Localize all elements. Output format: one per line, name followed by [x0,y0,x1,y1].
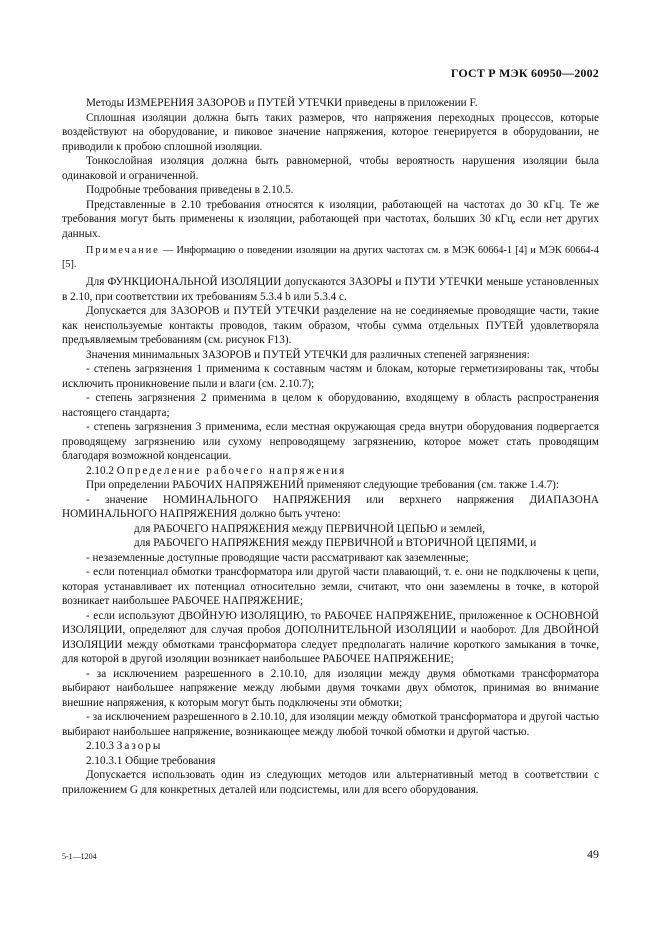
paragraph: Сплошная изоляции должна быть таких размеров, что напряжения переходных процессов, которые воздействуют на оборудование, и пиковое значение напряжения, которое генерируется в оборудовании, не приводили к пробою сплошной изоляции. [62,111,599,153]
paragraph: Тонкослойная изоляция должна быть равномерной, чтобы вероятность нарушения изоляции была одинаковой и ограниченной. [62,155,599,182]
sub-item: для РАБОЧЕГО НАПРЯЖЕНИЯ между ПЕРВИЧНОЙ ЦЕПЬЮ и землей, [134,522,486,535]
sub-item: для РАБОЧЕГО НАПРЯЖЕНИЯ между ПЕРВИЧНОЙ и ВТОРИЧНОЙ ЦЕПЯМИ, и [134,537,537,549]
note-text: — Информацию о поведении изоляции на других частотах см. в МЭК 60664-1 [4] и МЭК 60664-4 [5]. [62,245,599,270]
section-number: 2.10.2 [86,464,114,477]
section-heading [62,464,599,479]
paragraph: Допускается для ЗАЗОРОВ и ПУТЕЙ УТЕЧКИ разделение на не соединяемые проводящие части, такие как неиспользуемые контакты проводов, таким образом, чтобы сумма отдельных ПУТЕЙ удовлетворяла предъявляемым требованиям (см. рисунок F13). [62,305,599,346]
page-body [62,96,599,797]
list-item: - если используют ДВОЙНУЮ ИЗОЛЯЦИЮ, то РАБОЧЕЕ НАПРЯЖЕНИЕ, приложенное к ОСНОВНОЙ ИЗОЛЯЦИИ, определяют для случая пробоя ДОПОЛНИТЕЛЬНОЙ ИЗОЛЯЦИИ и наоборот. Для ДВОЙНОЙ ИЗОЛЯЦИИ между обмотками трансформатора следует предполагать наличие короткого замыкания в точке, для которой в другой изоляции возникает наибольшее РАБОЧЕЕ НАПРЯЖЕНИЕ; [62,609,599,665]
subsection-heading: 2.10.3.1 Общие требования [86,754,216,767]
print-code: 5-1—1204 [62,852,97,861]
list-item: - степень загрязнения 2 применима в целом к оборудованию, входящему в область распространения настоящего стандарта; [62,392,599,419]
list-item: - степень загрязнения 3 применима, если местная окружающая среда внутри оборудования подвергается проводящему загрязнению или сухому непроводящему загрязнению, которое может стать проводящим благодаря возможной конденсации. [62,421,599,462]
paragraph: Представленные в 2.10 требования относятся к изоляции, работающей на частотах до 30 кГц. Те же требования могут быть применены к изоляции, работающей при частотах, больших 30 кГц, если нет других данных. [62,198,599,240]
section-heading [62,739,599,754]
paragraph: Подробные требования приведены в 2.10.5. [86,184,294,196]
paragraph: Допускается использовать один из следующих методов или альтернативный метод в соответствии с приложением G для конкретных деталей или подсистемы, или для всего оборудования. [62,769,599,796]
list-item: - за исключением разрешенного в 2.10.10, для изоляции между обмоткой трансформатора и другой частью выбирают наибольшее напряжение, возникающее между любой точкой обмотки и другой частью. [62,711,599,738]
running-header: ГОСТ Р МЭК 60950—2002 [450,66,599,80]
list-item: - если потенциал обмотки трансформатора или другой части плавающий, т. е. они не подключены к цепи, которая устанавливает их потенциал относительно земли, считают, что они заземлены в точке, в которой возникает наибольшее РАБОЧЕЕ НАПРЯЖЕНИЕ; [62,566,599,607]
paragraph: Методы ИЗМЕРЕНИЯ ЗАЗОРОВ и ПУТЕЙ УТЕЧКИ приведены в приложении F. [86,97,478,109]
paragraph: Значения минимальных ЗАЗОРОВ и ПУТЕЙ УТЕЧКИ для различных степеней загрязнения: [86,348,530,361]
section-title: Определение рабочего напряжения [116,464,347,477]
list-item: - за исключением разрешенного в 2.10.10, для изоляции между двумя обмотками трансформатора выбирают наибольшее напряжение между любыми двумя точками двух обмоток, принимая во внимание внешние напряжения, к которым могут быть подключены эти обмотки; [62,667,599,709]
paragraph: Для ФУНКЦИОНАЛЬНОЙ ИЗОЛЯЦИИ допускаются ЗАЗОРЫ и ПУТИ УТЕЧКИ меньше установленных в 2.10, при соответствии их требованиям 5.3.4 b или 5.3.4 c. [62,276,599,303]
note [62,244,599,271]
paragraph: При определении РАБОЧИХ НАПРЯЖЕНИЙ применяют следующие требования (см. также 1.4.7): [86,479,560,491]
section-title: Зазоры [116,740,163,752]
list-item: - незаземленные доступные проводящие части рассматривают как заземленные; [86,551,469,564]
note-label: Примечание [86,245,160,256]
list-item: - степень загрязнения 1 применима к составным частям и блокам, которые герметизированы так, чтобы исключить проникновение пыли и влаги (см. 2.10.7); [62,363,599,390]
section-number: 2.10.3 [86,740,114,752]
list-item: - значение НОМИНАЛЬНОГО НАПРЯЖЕНИЯ или верхнего напряжения ДИАПАЗОНА НОМИНАЛЬНОГО НАПРЯЖЕНИЯ должно быть учтено: [62,493,599,520]
page-number: 49 [587,847,599,861]
